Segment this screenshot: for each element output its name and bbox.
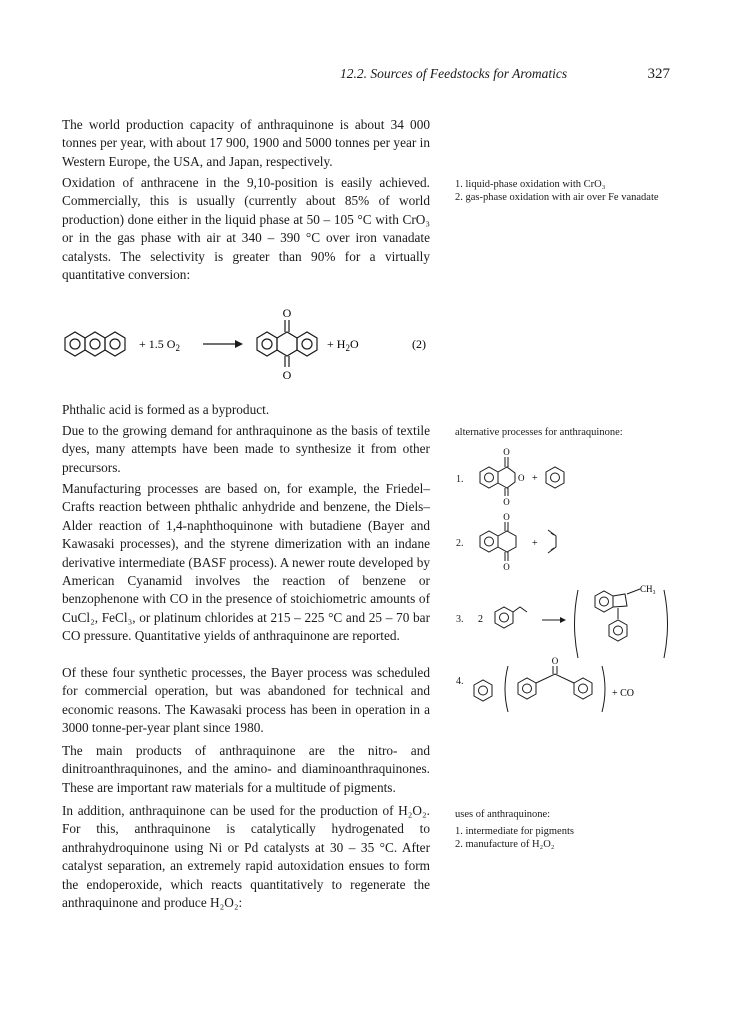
paragraph-processes: Manufacturing processes are based on, for example, the Friedel–Crafts reaction between phthalic anhydride and benzene, the Diels–Alder reaction of 1,4-naphthoquinone with butadiene (Bayer and Kawasaki processes), and the styrene dimerization with an indane derivative intermediate (BASF process). A newer route developed by American Cyanamid involves the reaction of benzene or benzophenone with CO in the presence of stoichiometric amounts of CuCl₂, FeCl₃, or platinum chlorides at 215 – 225 °C and 25 – 70 bar CO pressure. Quantitative yields of anthraquinone are reported. bbox=[62, 481, 430, 644]
equation-number: (2) bbox=[412, 337, 426, 351]
anthraquinone-equation bbox=[55, 305, 445, 385]
alt1-plus: + bbox=[532, 473, 538, 484]
alt3-multiplier: 2 bbox=[478, 614, 483, 625]
paragraph-bayer: Of these four synthetic processes, the Bayer process was scheduled for commercial operation, but was abandoned for technical and economic reasons. The Kawasaki process has been in operation in a 3000 tonne-per-year plant since 1980. bbox=[62, 665, 430, 736]
running-header bbox=[340, 66, 670, 82]
alt4-o-label: O bbox=[551, 656, 559, 666]
paragraph-byproduct: Phthalic acid is formed as a byproduct. bbox=[62, 402, 270, 417]
uses-item: 1. intermediate for pigments bbox=[455, 826, 574, 837]
alt1-o-ring: O bbox=[518, 473, 525, 483]
product-water: + $H_2O$ bbox=[327, 337, 359, 353]
uses-item: 2. manufacture of H₂O₂ bbox=[455, 839, 555, 850]
sidenote-item: 1. liquid-phase oxidation with CrO₃ bbox=[455, 179, 606, 190]
sidenote-uses bbox=[455, 808, 680, 851]
running-title: 12.2. Sources of Feedstocks for Aromatics bbox=[340, 66, 568, 81]
alt4-benzene-structure bbox=[474, 680, 492, 701]
alternative-processes-diagram bbox=[450, 444, 680, 744]
paragraph-capacity: The world production capacity of anthraquinone is about 34 000 tonnes per year, with about 17 900, 1900 and 5000 tonnes per year in Western Europe, the USA, and Japan, respectively. bbox=[62, 117, 430, 169]
methyl-label: CH₃ bbox=[640, 584, 656, 594]
phthalic-anhydride-structure bbox=[480, 457, 515, 496]
alt-number-2: 2. bbox=[456, 538, 464, 549]
benzophenone-structure bbox=[505, 666, 605, 712]
reagent-oxygen: + 1.5 $O_2$ bbox=[139, 337, 180, 353]
alt2-plus: + bbox=[532, 538, 538, 549]
benzene-structure bbox=[546, 467, 564, 488]
sidenote-item: 2. gas-phase oxidation with air over Fe vanadate bbox=[455, 192, 659, 203]
reaction-arrow bbox=[203, 340, 243, 348]
indane-derivative-structure bbox=[575, 589, 668, 658]
carbonyl-o-top: O bbox=[282, 306, 292, 320]
carbonyl-o-bottom: O bbox=[282, 368, 292, 382]
page-number: 327 bbox=[647, 66, 670, 82]
alt-number-1: 1. bbox=[456, 474, 464, 485]
alt-number-4: 4. bbox=[456, 676, 464, 687]
alt1-o-bottom: O bbox=[503, 497, 510, 507]
sidenote-oxidation bbox=[455, 178, 680, 204]
styrene-structure bbox=[495, 607, 527, 628]
naphthoquinone-structure bbox=[480, 522, 516, 561]
alt3-arrow bbox=[542, 617, 566, 623]
butadiene-structure bbox=[548, 530, 556, 553]
uses-title: uses of anthraquinone: bbox=[455, 809, 551, 820]
paragraph-oxidation: Oxidation of anthracene in the 9,10-position is easily achieved. Commercially, this is usually (currently about 85% of world production) done either in the liquid phase at 50 – 105 °C with CrO₃ or in the gas phase with air at 340 – 390 °C over iron vanadate catalysts. The selectivity is greater than 90% for a virtually quantitative conversion: bbox=[62, 175, 430, 283]
alt1-o-top: O bbox=[503, 447, 510, 457]
alt-number-3: 3. bbox=[456, 614, 464, 625]
sidenote-alternatives-title: alternative processes for anthraquinone: bbox=[455, 427, 623, 438]
alt2-o-bottom: O bbox=[503, 562, 510, 572]
alt4-co: + CO bbox=[612, 688, 635, 699]
paragraph-products: The main products of anthraquinone are the nitro- and dinitroanthraquinones, and the amino- and diaminoanthraquinones. These are important raw materials for a multitude of pigments. bbox=[62, 743, 430, 795]
paragraph-demand: Due to the growing demand for anthraquinone as the basis of textile dyes, many attempts have been made to synthesize it from other precursors. bbox=[62, 423, 430, 475]
alt2-o-top: O bbox=[503, 512, 510, 522]
anthraquinone-structure bbox=[257, 320, 317, 367]
paragraph-h2o2: In addition, anthraquinone can be used for the production of H₂O₂. For this, anthraquinone is catalytically hydrogenated to anthrahydroquinone using Ni or Pd catalysts at 30 – 35 °C. After catalyst separation, an extremely rapid autoxidation ensues to form the endoperoxide, which reacts quantitatively to regenerate the anthraquinone and produce H₂O₂: bbox=[62, 803, 430, 911]
anthracene-structure bbox=[65, 332, 125, 356]
